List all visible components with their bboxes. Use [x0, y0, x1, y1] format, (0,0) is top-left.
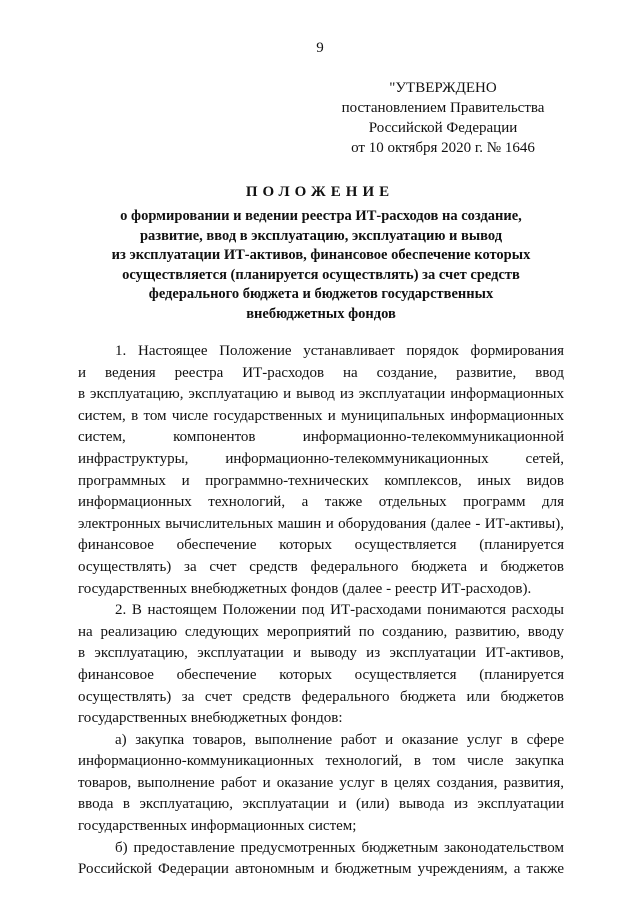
text-line: электронных вычислительных машин и оборудования (далее - ИТ-активы),	[78, 515, 564, 532]
paragraph-2b	[78, 838, 564, 881]
page-number: 9	[316, 40, 324, 56]
subtitle-line: федерального бюджета и бюджетов государственных	[148, 286, 494, 302]
subtitle-line: развитие, ввод в эксплуатацию, эксплуатацию и вывод	[139, 227, 503, 244]
text-line: государственных информационных систем;	[78, 818, 357, 835]
text-line: в эксплуатацию, эксплуатацию и вывод из эксплуатации информационных	[78, 386, 564, 403]
text-line: ввода в эксплуатацию, эксплуатации и (или) вывода из эксплуатации	[78, 796, 564, 813]
subtitle-line: внебюджетных фондов	[246, 305, 396, 322]
approval-line: от 10 октября 2020 г. № 1646	[351, 140, 535, 156]
text-line: б) предоставление предусмотренных бюджетным законодательством	[115, 839, 564, 856]
text-line: систем, в том числе государственных и муниципальных информационных	[78, 407, 564, 424]
paragraph-2	[78, 600, 564, 730]
document-subtitle	[78, 207, 564, 324]
text-line: инфраструктуры, информационно-телекоммуникационных сетей,	[78, 450, 564, 467]
approval-line: постановлением Правительства	[341, 100, 545, 116]
text-line: Российской Федерации автономным и бюджетным учреждениям, а также	[78, 861, 564, 878]
text-line: государственных внебюджетных фондов:	[78, 710, 343, 727]
text-line: 1. Настоящее Положение устанавливает порядок формирования	[115, 343, 564, 359]
approval-line: "УТВЕРЖДЕНО	[389, 80, 497, 96]
paragraph-1	[78, 341, 564, 600]
text-line: товаров, выполнение работ и оказание услуг в целях создания, развития,	[78, 774, 564, 791]
subtitle-line: осуществляется (планируется осуществлять) за счет средств	[122, 266, 520, 283]
subtitle-line: из эксплуатации ИТ-активов, финансовое обеспечение которых	[111, 247, 531, 263]
text-line: а) закупка товаров, выполнение работ и оказание услуг в сфере	[115, 731, 564, 748]
text-line: 2. В настоящем Положении под ИТ-расходами понимаются расходы	[115, 602, 564, 619]
approval-line: Российской Федерации	[368, 120, 518, 136]
subtitle-line: о формировании и ведении реестра ИТ-расходов на создание,	[120, 208, 522, 224]
text-line: осуществлять) за счет средств федерального бюджета и бюджетов	[78, 558, 564, 575]
document-title: ПОЛОЖЕНИЕ	[245, 184, 395, 200]
text-line: систем, компонентов информационно-телекоммуникационной	[78, 429, 564, 446]
text-line: в эксплуатацию, эксплуатации и выводу из эксплуатации ИТ-активов,	[78, 645, 564, 662]
approval-stamp	[338, 78, 548, 158]
text-line: финансовое обеспечение которых осуществляется (планируется	[78, 537, 564, 554]
text-line: информационно-коммуникационных технологий, в том числе закупка	[78, 753, 564, 770]
text-line: информационных технологий, а также отдельных программ для	[78, 494, 564, 511]
text-line: на реализацию следующих мероприятий по созданию, развитию, вводу	[78, 623, 564, 640]
text-line: осуществлять) за счет средств федерального бюджета или бюджетов	[78, 688, 564, 705]
text-line: государственных внебюджетных фондов (далее - реестр ИТ-расходов).	[78, 580, 532, 597]
paragraph-2a	[78, 730, 564, 838]
text-line: финансовое обеспечение которых осуществляется (планируется	[78, 666, 564, 683]
text-line: и ведения реестра ИТ-расходов на создание, развитие, ввод	[78, 364, 564, 381]
document-body	[78, 341, 564, 881]
text-line: программных и программно-технических комплексов, иных видов	[78, 472, 564, 489]
